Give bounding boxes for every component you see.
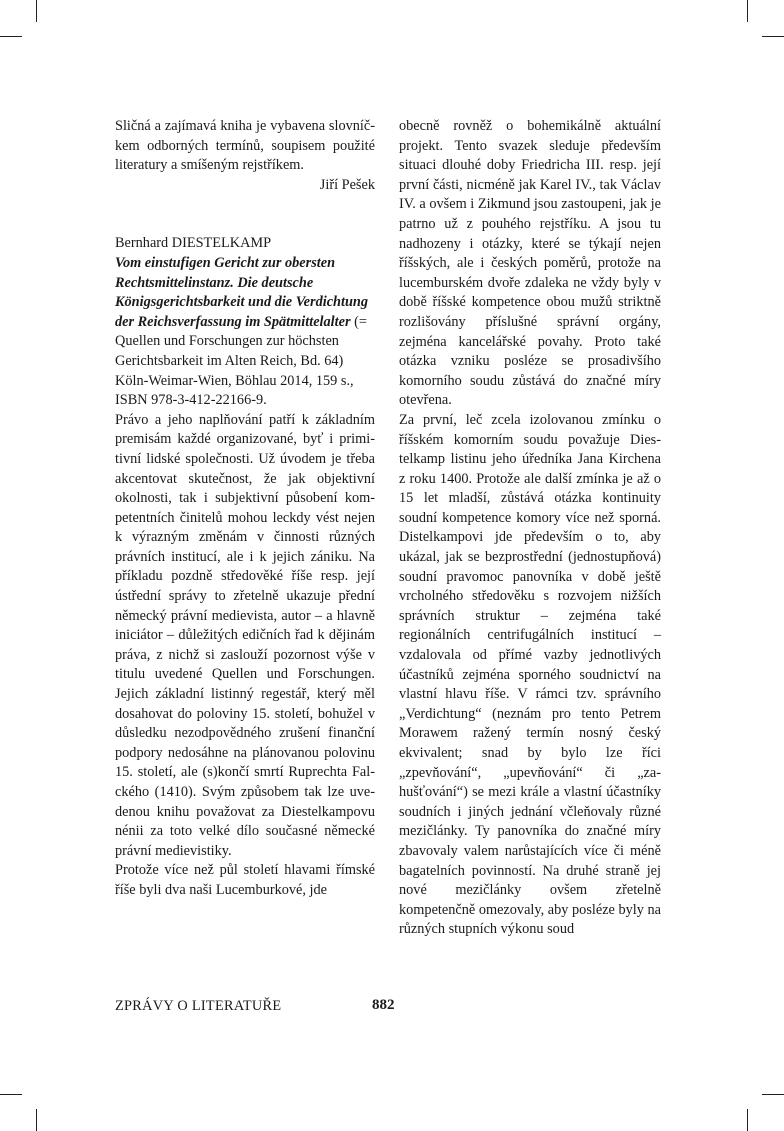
review-paragraph: Protože více než půl století hlavami římské říše byli dva naši Lucemburkové, jde xyxy=(115,862,375,898)
page-number: 882 xyxy=(372,997,395,1013)
intro-paragraph: Sličná a zajímavá kniha je vybavena slovníčkem odborných termínů, soupisem použité literatury a smíšeným rejstříkem. xyxy=(115,118,375,174)
reviewer-signature: Jiří Pešek xyxy=(319,176,375,193)
book-series: (= Quellen und Forschungen zur höchsten Gerichtsbarkeit im Alten Reich, Bd. 64) xyxy=(115,313,367,369)
crop-mark xyxy=(0,1094,22,1095)
review-paragraph: obecně rovněž o bohemikálně aktuální projekt. Tento svazek sleduje především situaci dlouhé doby Friedricha III. resp. její první části, nicméně jak Karel IV., tak Václav IV. a ovšem i Zikmund jsou zastoupeni, jak je patrno už z pouhého rejstříku. A jsou tu nadhozeny i otázky, které se týkají nejen říšských, ale i českých poměrů, protože na lucemburském dvoře zdaleka ne vždy byly v době říšské kompetence obou mužů striktně rozlišovány příslušné správní orgány, zejména kancelářské povahy. Proto také otázka vzniku posléze se prosadivšího komorního soudu zůstává do značné míry otevřena. xyxy=(399,118,661,409)
crop-mark xyxy=(0,36,22,37)
book-author: Bernhard DIESTELKAMP xyxy=(115,235,272,252)
crop-mark xyxy=(762,1094,784,1095)
review-paragraph: Za první, leč zcela izolovanou zmínku o říšském komorním soudu považuje Diestelkamp listinu jeho úředníka Jana Kirchena z roku 1400. Protože ale další zmínka je až o 15 let mladší, zůstává otázka kontinuity soudní kompetence komory více než sporná. Distelkampovi jde především o to, aby ukázal, jak se bezprostřední (jednostupňová) soudní pravomoc panovníka v době ještě vrcholného středověku s rozvojem nižších správních struktur – zejména také regionálních centrifugálních institucí – vzdalovala od přímé vazby jednotlivých účastníků zejména sporného soudnictví na vlastní hlavu říše. V rámci tzv. správního „Verdichtung“ (neznám pro tento Petrem Morawem ražený termín nosný český ekvivalent; snad by bylo lze říci „zpevňování“, „upevňování“ či „zahušťování“) se mezi krále a vlastní účastníky soudních i jiných jednání včleňovaly různé mezičlánky. Ty panovníka do značné míry zbavovaly valem narůstajících více či méně bagatelních povinností. Na druhé straně jej nové mezičlánky ovšem zřetelně kompetenčně omezovaly, aby posléze byly na různých stupních výkonu soud xyxy=(399,411,661,938)
left-column xyxy=(115,117,375,901)
book-citation xyxy=(115,254,375,372)
crop-mark xyxy=(36,0,37,22)
review-heading xyxy=(115,234,375,410)
book-title: Vom einstufigen Gericht zur obersten Rechtsmittelinstanz. Die deutsche Königsgerichtsbarkeit und die Verdichtung der Reichsverfassung im Spätmittelalter xyxy=(115,254,369,330)
crop-mark xyxy=(36,1109,37,1131)
right-column xyxy=(399,117,661,940)
crop-mark xyxy=(747,1109,748,1131)
journal-name: ZPRÁVY O LITERATUŘE xyxy=(115,998,282,1014)
book-isbn: ISBN 978-3-412-22166-9. xyxy=(115,392,267,409)
crop-mark xyxy=(762,36,784,37)
crop-mark xyxy=(747,0,748,22)
review-paragraph: Právo a jeho naplňování patří k základním premisám každé organizované, byť i primitivní lidské společnosti. Už úvodem je třeba akcentovat skutečnost, že jak objektivní okolnosti, tak i subjektivní působení kompetentních činitelů mohou leckdy vést nejen k výrazným změnám v činnosti různých právních institucí, ale i k jejich zániku. Na příkladu pozdně středověké říše resp. její ústřední správy to zřetelně ukazuje přední německý právní medievista, autor – a hlavně iniciátor – důležitých edičních řad k dějinám práva, z nichž si zaslouží pozornost výše v titulu uvedené Quellen und Forschungen. Jejich základní listinný regestář, který měl dosahovat do poloviny 15. století, bohužel v důsledku nezodpovědného zrušení finanční podpory nedosáhne na plánovanou polovinu 15. století, ale (s)končí smrtí Ruprechta Falckého (1410). Svým způsobem tak lze uvedenou knihu považovat za Diestelkampovu nénii za toto velké dílo současné německé právní medievistiky. xyxy=(115,411,375,859)
book-publication: Köln-Weimar-Wien, Böhlau 2014, 159 s., xyxy=(115,372,354,389)
